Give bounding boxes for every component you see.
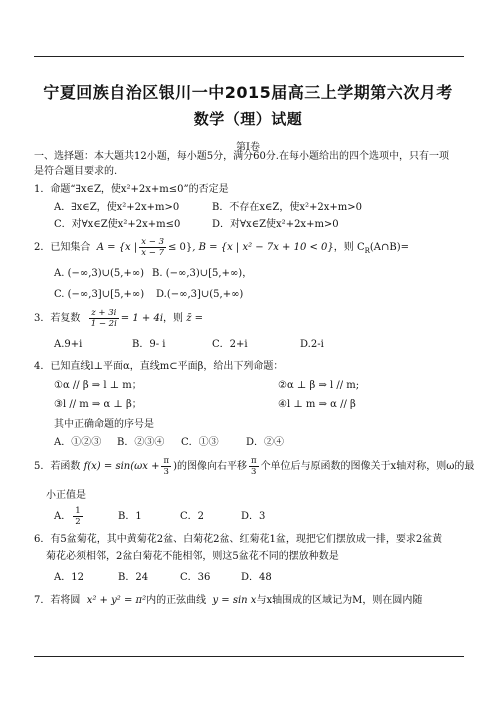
proposition-2: ②α ⊥ β ⇒ l // m; [278,380,360,391]
question-number: 5． [34,461,51,472]
q4-option-b: B．②③④ [117,437,165,448]
question-stem-prefix: 若复数 [50,313,81,324]
shift-fraction [249,456,259,477]
proposition-1: ①α // β ⇒ l ⊥ m； [54,380,142,391]
question-5-line-2: 小正值是 [46,490,86,501]
proposition-4: ④l ⊥ m ⇒ α // β [278,399,356,410]
q1-option-c: C．对∀x∈Z使x²+2x+m≤0 [54,219,181,230]
fraction-denominator: x − 7 [141,248,164,258]
set-a-right: ≤ 0} [167,242,193,253]
q6-option-d: D．48 [241,572,272,583]
fraction-numerator: x − 3 [141,237,164,247]
top-rule [34,56,464,57]
q5-option-a [54,506,85,528]
phase-fraction [161,456,171,477]
option-a-fraction [73,506,82,527]
question-stem-end: 个单位后与原函数的图像关于x轴对称，则ω的最 [260,461,475,472]
fraction-numerator: π [250,456,257,466]
fraction-numerator: z + 3i [89,308,119,319]
q1-option-b: B．不存在x∈Z，使x²+2x+m>0 [212,202,362,213]
question-2 [34,237,409,262]
exam-title: 宁夏回族自治区银川一中2015届高三上学期第六次月考 [43,83,453,102]
question-number: 2． [34,242,51,253]
fraction-numerator: π [163,456,170,466]
question-stem: 命题“∃x∈Z，使x²+2x+m≤0”的否定是 [50,184,229,195]
fraction-numerator: 1 [75,506,81,516]
section-label: 第Ⅰ卷 [236,142,260,153]
option-label: A． [54,511,72,522]
circle-equation: x² + y² = π² [86,595,147,606]
bottom-rule [34,656,464,657]
question-stem-prefix: 若将圆 [50,595,81,606]
q5-option-d: D．3 [241,511,266,522]
question-number: 6． [34,534,51,545]
q4-sub-prompt: 其中正确命题的序号是 [54,419,154,430]
question-number: 1． [34,184,51,195]
q2-option-b: B. (−∞,3)∪[5,+∞)， [152,268,253,279]
complement-subscript: R [364,247,370,255]
q5-option-b: B．1 [118,511,142,522]
question-stem-mid: 内的正弦曲线 [146,595,207,606]
question-stem-mid: 的图像向右平移 [176,461,247,472]
q3-option-b: B．9- i [132,339,166,350]
q4-option-c: C．①③ [181,437,219,448]
q5-option-c: C．2 [180,511,205,522]
q4-option-d: D．②④ [246,437,285,448]
set-a-left: A = {x | [96,242,138,253]
proposition-3: ③l // m ⇒ α ⊥ β； [54,399,142,410]
q3-option-a: A.9+i [54,339,83,350]
fraction-denominator: 2 [75,517,81,527]
fraction-denominator: 3 [251,467,257,477]
question-1 [34,184,229,196]
question-number: 4． [34,361,51,372]
equation-rhs: = 1 + 4i [120,313,164,324]
set-b: , B = {x | x² − 7x + 10 < 0} [192,242,334,253]
sine-equation: y = sin x [212,595,257,606]
q6-option-b: B．24 [118,572,149,583]
question-7 [34,595,422,607]
question-3 [34,308,203,330]
question-4 [34,361,283,373]
instructions-line-2: 是符合题目要求的. [34,166,118,177]
q6-option-c: C．36 [180,572,211,583]
question-stem-end: z̄ = [186,313,204,324]
q3-option-d: D.2-i [300,339,324,350]
question-stem-prefix: 若函数 [50,461,81,472]
fraction-denominator: 3 [163,467,169,477]
question-stem: 有5盆菊花，其中黄菊花2盆、白菊花2盆、红菊花1盆，现把它们摆放成一排，要求2盆黄 [50,534,443,545]
function-right: ) [173,461,177,472]
q2-option-d: D.(−∞,3]∪(5,+∞) [156,289,244,300]
question-5 [34,455,474,479]
q6-option-a: A．12 [54,572,84,583]
question-number: 3． [34,313,51,324]
q1-option-d: D．对∀x∈Z使x²+2x+m>0 [212,219,339,230]
question-number: 7． [34,595,51,606]
exam-subtitle: 数学（理）试题 [193,110,303,128]
set-a-fraction [139,237,166,258]
question-6 [34,534,442,546]
fraction-denominator: 1 − 2i [90,319,117,329]
q2-option-a: A. (−∞,3)∪(5,+∞) [54,268,145,279]
instructions-line-1: 一、选择题：本大题共12小题，每小题5分，满分60分.在每小题给出的四个选项中，只有一项 [34,151,449,162]
q3-option-c: C．2+i [212,339,248,350]
function-left: f(x) = sin(ωx + [83,461,160,472]
question-stem-end: 与x轴围成的区域记为M，则在圆内随 [256,595,423,606]
q4-option-a: A．①②③ [54,437,102,448]
question-stem: 已知直线l⊥平面α，直线m⊂平面β，给出下列命题： [50,361,284,372]
complex-fraction [89,308,119,329]
question-6-line-2: 菊花必须相邻，2盆白菊花不能相邻，则这5盆花不同的摆放种数是 [46,551,339,562]
q2-option-c: C. (−∞,3]∪[5,+∞) [54,289,145,300]
question-stem-suffix: ，则 [163,313,184,324]
question-stem-suffix: ，则 C [333,242,365,253]
q1-option-a: A．∃x∈Z，使x²+2x+m>0 [54,202,180,213]
question-stem-end: (A∩B)= [369,242,410,253]
question-stem-prefix: 已知集合 [50,242,91,253]
